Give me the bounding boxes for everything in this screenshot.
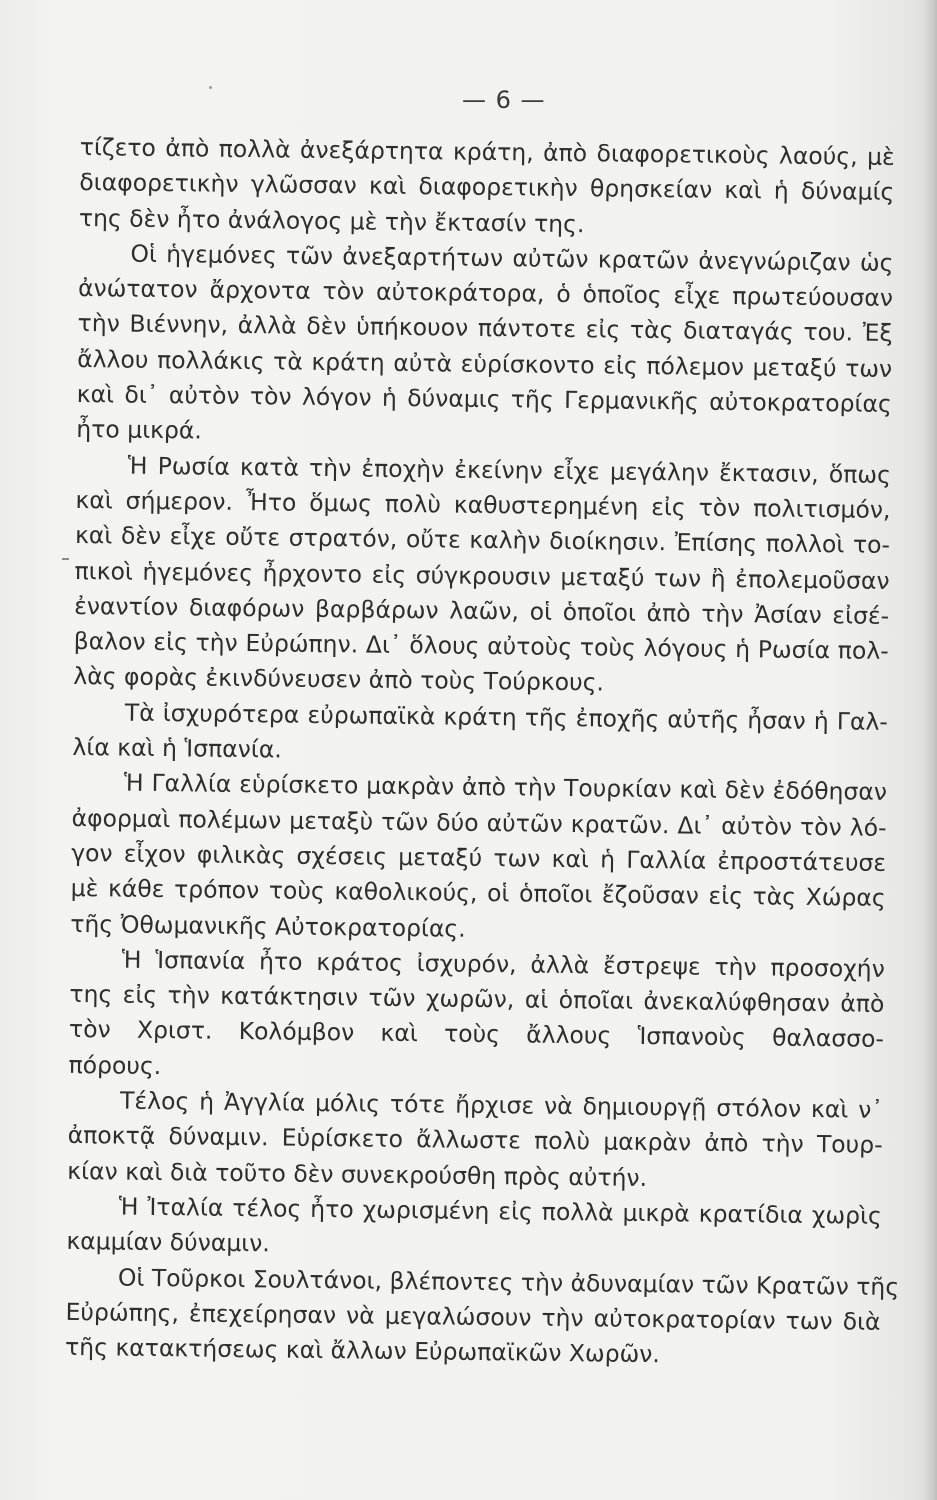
text-line: μὲ κάθε τρόπον τοὺς καθολικούς, οἱ ὁποῖοι ἔζοῦσαν εἰς τὰς Χώρας bbox=[70, 874, 886, 913]
text-line: τῆς κατακτήσεως καὶ ἄλλων Εὐρωπαϊκῶν Χωρῶν. bbox=[64, 1333, 661, 1369]
text-line: ἐναντίον διαφόρων βαρβάρων λαῶν, οἱ ὁποῖοι ἀπὸ τὴν Ἀσίαν εἰσέ- bbox=[74, 591, 890, 630]
page-number: — 6 — bbox=[462, 86, 546, 114]
text-line: τῆς Ὀθωμανικῆς Αὐτοκρατορίας. bbox=[70, 909, 466, 943]
text-line: ἄλλου πολλάκις τὰ κράτη αὐτὰ εὑρίσκοντο εἰς πόλεμον μεταξύ των bbox=[77, 344, 893, 383]
text-line: ἦτο μικρά. bbox=[76, 415, 203, 445]
text-line: της εἰς τὴν κατάκτησιν τῶν χωρῶν, αἱ ὁποῖαι ἀνεκαλύφθησαν ἀπὸ bbox=[69, 980, 885, 1019]
text-line: ἀποκτᾷ δύναμιν. Εὑρίσκετο ἄλλωστε πολὺ μακρὰν ἀπὸ τὴν Τουρ- bbox=[67, 1121, 883, 1160]
text-line: διαφορετικὴν γλῶσσαν καὶ διαφορετικὴν θρησκείαν καὶ ἡ δύναμίς bbox=[79, 168, 895, 207]
page-binding-shadow bbox=[923, 0, 937, 1500]
text-line: κίαν καὶ διὰ τοῦτο δὲν συνεκρούσθη πρὸς αὐτήν. bbox=[67, 1156, 648, 1192]
text-line: πικοὶ ἡγεμόνες ἦρχοντο εἰς σύγκρουσιν μεταξύ των ἢ ἐπολεμοῦσαν bbox=[74, 556, 890, 595]
text-line: τὸν Χριστ. Κολόμβον καὶ τοὺς ἄλλους Ἱσπανοὺς θαλασσο- bbox=[68, 1015, 885, 1054]
text-line: Τέλος ἡ Ἀγγλία μόλις τότε ἤρχισε νὰ δημιουργῇ στόλον καὶ ν᾽ bbox=[119, 1086, 884, 1124]
text-line: Ἡ Ἱσπανία ἦτο κράτος ἰσχυρόν, ἀλλὰ ἔστρεψε τὴν προσοχήν bbox=[121, 945, 885, 983]
text-line: της δὲν ἦτο ἀνάλογος μὲ τὴν ἔκτασίν της. bbox=[78, 203, 585, 238]
text-line: Ἡ Ἰταλία τέλος ἦτο χωρισμένη εἰς πολλὰ μικρὰ κρατίδια χωρὶς bbox=[118, 1192, 882, 1230]
text-line: καὶ δὲν εἶχε οὔτε στρατόν, οὔτε καλὴν διοίκησιν. Ἐπίσης πολλοὶ το- bbox=[74, 521, 891, 560]
text-line: Ἡ Γαλλία εὑρίσκετο μακρὰν ἀπὸ τὴν Τουρκίαν καὶ δὲν ἐδόθησαν bbox=[123, 768, 888, 807]
text-line: Εὐρώπης, ἐπεχείρησαν νὰ μεγαλώσουν τὴν αὐτοκρατορίαν των διὰ bbox=[65, 1297, 881, 1336]
text-line: τὴν Βιέννην, ἀλλὰ δὲν ὑπήκουον πάντοτε εἰς τὰς διαταγάς του. Ἐξ bbox=[77, 309, 893, 348]
text-line: γον εἶχον φιλικὰς σχέσεις μεταξύ των καὶ ἡ Γαλλία ἐπροστάτευσε bbox=[70, 838, 887, 877]
ink-speck bbox=[209, 86, 212, 89]
text-line: πόρους. bbox=[68, 1050, 162, 1080]
text-line: Τὰ ἰσχυρότερα εὐρωπαϊκὰ κράτη τῆς ἐποχῆς αὐτῆς ἦσαν ἡ Γαλ- bbox=[124, 698, 889, 736]
text-line: καὶ δι᾽ αὐτὸν τὸν λόγον ἡ δύναμις τῆς Γερμανικῆς αὐτοκρατορίας bbox=[76, 380, 892, 419]
text-line: βαλον εἰς τὴν Εὐρώπην. Δι᾽ ὅλους αὐτοὺς τοὺς λόγους ἡ Ρωσία πολ- bbox=[73, 627, 889, 666]
margin-tick-mark bbox=[62, 558, 69, 560]
text-line: καὶ σήμερον. Ἦτο ὅμως πολὺ καθυστερημένη εἰς τὸν πολιτισμόν, bbox=[75, 485, 891, 524]
text-line: Οἱ Τοῦρκοι Σουλτάνοι, βλέποντες τὴν ἀδυναμίαν τῶν Κρατῶν τῆς bbox=[117, 1263, 900, 1301]
text-line: λὰς φορὰς ἐκινδύνευσεν ἀπὸ τοὺς Τούρκους. bbox=[73, 662, 605, 697]
text-line: λία καὶ ἡ Ἱσπανία. bbox=[72, 733, 282, 764]
text-line: τίζετο ἀπὸ πολλὰ ἀνεξάρτητα κράτη, ἀπὸ διαφορετικοὺς λαούς, μὲ bbox=[79, 132, 895, 171]
body-text bbox=[64, 130, 900, 1375]
text-line: ἀφορμαὶ πολέμων μεταξὺ τῶν δύο αὐτῶν κρατῶν. Δι᾽ αὐτὸν τὸν λό- bbox=[71, 803, 887, 842]
text-line: ἀνώτατον ἄρχοντα τὸν αὐτοκράτορα, ὁ ὁποῖος εἶχε πρωτεύουσαν bbox=[77, 274, 894, 313]
text-line: καμμίαν δύναμιν. bbox=[66, 1227, 270, 1258]
text-line: Οἱ ἡγεμόνες τῶν ἀνεξαρτήτων αὐτῶν κρατῶν ἀνεγνώριζαν ὡς bbox=[130, 239, 894, 277]
text-line: Ἡ Ρωσία κατὰ τὴν ἐποχὴν ἐκείνην εἶχε μεγάλην ἔκτασιν, ὅπως bbox=[127, 451, 892, 489]
